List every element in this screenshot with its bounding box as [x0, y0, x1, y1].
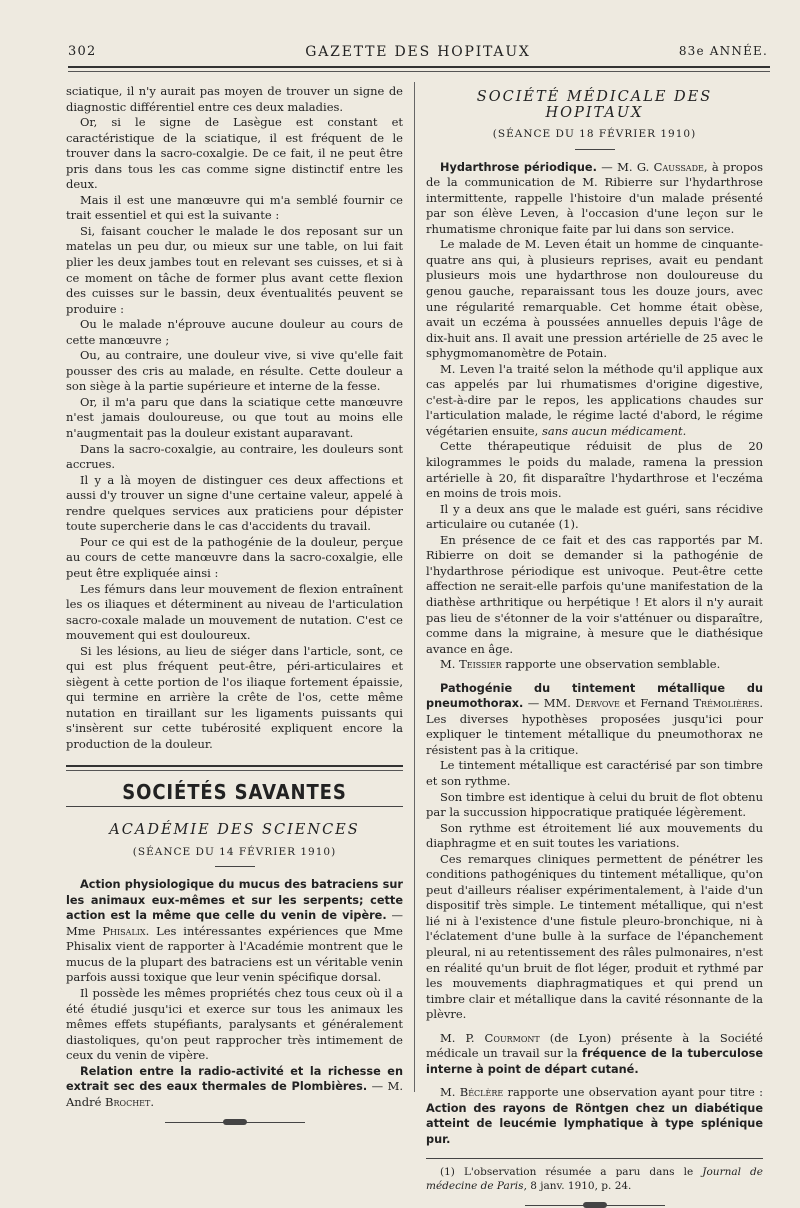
- paragraph: Son timbre est identique à celui du bruit de flot obtenu par la succussion hippocratique pratiquée légèrement.: [426, 789, 763, 820]
- author-name: Teissier: [459, 657, 502, 672]
- academy-title: ACADÉMIE DES SCIENCES: [109, 822, 360, 839]
- short-rule: [215, 866, 255, 867]
- paragraph: Or, si le signe de Lasègue est constant et caractéristique de la sciatique, il est fréquent de le trouver dans la sacro-coxalgie. De ce fait, il ne peut être pris dans tous les cas comme signe distinctif entre les deux.: [66, 115, 403, 192]
- journal-title: GAZETTE DES HOPITAUX: [305, 44, 531, 60]
- article-paragraph: Action physiologique du mucus des batraciens sur les animaux eux-mêmes et sur les serpents; cette action est la même que celle du venin de vipère. — Mme Phisalix. Les intéressantes expériences que Mme Phisalix vient de rapporter à l'Académie montrent que le mucus de la plupart des batraciens est un véritable venin parfois aussi toxique que leur venin spécifique dorsal.: [66, 878, 403, 985]
- academy-seance: (SÉANCE DU 14 FÉVRIER 1910): [132, 845, 337, 858]
- paragraph: Ou le malade n'éprouve aucune douleur au cours de cette manœuvre ;: [66, 317, 403, 347]
- article-paragraph: Relation entre la radio-activité et la richesse en extrait sec des eaux thermales de Plombières. — M. André Brochet.: [66, 1064, 403, 1109]
- author-name: Béclère: [459, 1085, 504, 1100]
- section-title: SOCIÉTÉS SAVANTES: [122, 779, 347, 804]
- ornament-rule: [165, 1122, 305, 1123]
- paragraph: sciatique, il n'y aurait pas moyen de trouver un signe de diagnostic différentiel entre ces deux maladies.: [66, 84, 403, 114]
- paragraph: Si les lésions, au lieu de siéger dans l'article, sont, ce qui est plus fréquent peut-être, péri-articulaires et siègent à cette portion de l'os iliaque fortement épaissie, qui termine en arrière la crête de l'os, cette même nutation en tiraillant sur les ligaments puissants qui s'insèrent sur cette tubérosité expliquent encore la production de la douleur.: [66, 643, 403, 751]
- paragraph: Ces remarques cliniques permettent de pénétrer les conditions pathogéniques du tintement métallique, qu'on peut d'ailleurs réaliser expérimentalement, à l'aide d'un dispositif très simple. Le tintement métallique, qui n'est lié ni à l'existence d'une fistule pleuro-bronchique, ni à l'éclatement d'une bulle à la surface de l'épanchement pleural, ni au retentissement des râles pulmonaires, n'est en réalité qu'un bruit de flot léger, produit et rythmé par les mouvements diaphragmatiques et qui prend un timbre clair et métallique dans la cavité résonnante de la plèvre.: [426, 851, 763, 1022]
- footnote-rule: [426, 1158, 763, 1159]
- author-name: Brochet: [105, 1094, 151, 1109]
- paragraph: Le malade de M. Leven était un homme de cinquante-quatre ans qui, à plusieurs reprises, avait eu pendant plusieurs mois une hydarthrose non douloureuse du genou gauche, reparaissant tous les douze jours, avec une régularité remarquable. Cet homme était obèse, avait un eczéma à poussées annuelles depuis l'âge de dix-huit ans. Il avait une pression artérielle de 25 avec le sphygmomanomètre de Potain.: [426, 237, 763, 361]
- page-number: 302: [68, 44, 97, 59]
- header-rule-thin: [68, 71, 770, 72]
- article-heading: fréquence de la tuberculose interne à point de départ cutané.: [426, 1047, 763, 1076]
- paragraph: M. Béclère rapporte une observation ayant pour titre : Action des rayons de Röntgen chez un diabétique atteint de leucémie lymphatique à type splénique pur.: [426, 1085, 763, 1146]
- article-heading: Action des rayons de Röntgen chez un diabétique atteint de leucémie lymphatique à type splénique pur.: [426, 1101, 763, 1146]
- journal-year: 83e ANNÉE.: [678, 44, 768, 58]
- paragraph: En présence de ce fait et des cas rapportés par M. Ribierre on doit se demander si la pathogénie de l'hydarthrose périodique est univoque. Peut-être cette affection ne serait-elle parfois qu'une manifestation de la diathèse arthritique ou herpétique ! Et alors il n'y aurait pas lieu de s'étonner de la voir s'atténuer ou disparaître, comme dans la migraine, à mesure que le diathésique avance en âge.: [426, 532, 763, 656]
- paragraph: Or, il m'a paru que dans la sciatique cette manœuvre n'est jamais douloureuse, ou que tout au moins elle n'augmentait pas la douleur existant auparavant.: [66, 394, 403, 441]
- left-column: [66, 84, 403, 1123]
- paragraph: M. Teissier rapporte une observation semblable.: [440, 657, 721, 672]
- paragraph: Mais il est une manœuvre qui m'a semblé fournir ce trait essentiel et qui est la suivante :: [66, 192, 403, 223]
- paragraph: Il possède les mêmes propriétés chez tous ceux où il a été étudié jusqu'ici et exerce sur tous les animaux les mêmes effets stupéfiants, paralysants et généralement diastoliques, qu'on peut rapprocher très intimement de ceux du venin de vipère.: [66, 985, 403, 1063]
- footnote: (1) L'observation résumée a paru dans le Journal de médecine de Paris, 8 janv. 1910, p. 24.: [426, 1165, 763, 1192]
- paragraph: Pour ce qui est de la pathogénie de la douleur, perçue au cours de cette manœuvre dans la sacro-coxalgie, elle peut être expliquée ainsi :: [66, 534, 403, 580]
- short-rule: [575, 149, 615, 150]
- article-paragraph: Pathogénie du tintement métallique du pneumothorax. — MM. Dervove et Fernand Trémolières. Les diverses hypothèses proposées jusqu'ici pour expliquer le tintement métallique du pneumothorax ne résistent pas à la critique.: [426, 681, 763, 757]
- paragraph: M. P. Courmont (de Lyon) présente à la Société médicale un travail sur la fréquence de la tuberculose interne à point de départ cutané.: [426, 1030, 763, 1076]
- paragraph: Le tintement métallique est caractérisé par son timbre et son rythme.: [426, 758, 763, 788]
- header-rule: [68, 66, 770, 68]
- paragraph: Son rythme est étroitement lié aux mouvements du diaphragme et en suit toutes les variations.: [426, 820, 763, 851]
- column-separator: [414, 82, 415, 1092]
- ornament-rule: [525, 1205, 665, 1206]
- article-heading: Hydarthrose périodique.: [440, 160, 597, 174]
- running-header: [68, 44, 768, 64]
- paragraph: Il y a deux ans que le malade est guéri, sans récidive articulaire ou cutanée (1).: [426, 501, 763, 532]
- paragraph: Si, faisant coucher le malade le dos reposant sur un matelas un peu dur, ou mieux sur une table, on lui fait plier les deux jambes tout en relevant ses cuisses, et si à ce moment on tâche de former plus avant cette flexion des cuisses sur le bassin, deux éventualités peuvent se produire :: [66, 223, 403, 316]
- paragraph: Les fémurs dans leur mouvement de flexion entraînent les os iliaques et déterminent au niveau de l'articulation sacro-coxale malade un mouvement de nutation. C'est ce mouvement qui est douloureux.: [66, 581, 403, 643]
- paragraph: Il y a là moyen de distinguer ces deux affections et aussi d'y trouver un signe d'une certaine valeur, appelé à rendre quelques services aux praticiens pour dépister toute supercherie dans le cas d'accidents du travail.: [66, 472, 403, 534]
- author-name: Trémolières: [693, 696, 760, 711]
- paragraph: M. Leven l'a traité selon la méthode qu'il applique aux cas appelés par lui rhumatismes d'origine digestive, c'est-à-dire par le repos, les applications chaudes sur l'articulation malade, le régime lacté d'abord, le régime végétarien ensuite, sans aucun médicament.: [426, 361, 763, 438]
- author-name: Caussade: [653, 159, 704, 174]
- right-column: [426, 84, 763, 1206]
- author-name: Phisalix: [102, 923, 146, 938]
- paragraph: Cette thérapeutique réduisit de plus de 20 kilogrammes le poids du malade, ramena la pression artérielle à 20, fit disparaître l'hydarthrose et l'eczéma en moins de trois mois.: [426, 439, 763, 501]
- author-name: Courmont: [484, 1030, 540, 1045]
- article-heading: Relation entre la radio-activité et la richesse en extrait sec des eaux thermales de Plombières.: [66, 1064, 403, 1094]
- article-heading: Pathogénie du tintement métallique du pneumothorax.: [426, 681, 763, 711]
- society-title: SOCIÉTÉ MÉDICALE DES HOPITAUX: [476, 89, 713, 121]
- paragraph: Ou, au contraire, une douleur vive, si vive qu'elle fait pousser des cris au malade, en résulte. Cette douleur a son siège à la partie supérieure et interne de la fesse.: [66, 348, 403, 394]
- section-rule: [66, 765, 403, 771]
- article-heading: Action physiologique du mucus des batraciens sur les animaux eux-mêmes et sur les serpents; cette action est la même que celle du venin de vipère.: [66, 878, 403, 923]
- article-paragraph: Hydarthrose périodique. — M. G. Caussade, à propos de la communication de M. Ribierre sur l'hydarthrose intermittente, rappelle l'histoire d'un malade présenté par son élève Leven, à l'occasion d'une leçon sur le rhumatisme chronique faite par lui dans son service.: [426, 159, 764, 236]
- author-name: Dervove: [575, 696, 620, 711]
- society-seance: (SÉANCE DU 18 FÉVRIER 1910): [492, 128, 697, 141]
- section-rule-thin: [66, 806, 403, 807]
- paragraph: Dans la sacro-coxalgie, au contraire, les douleurs sont accrues.: [66, 441, 403, 472]
